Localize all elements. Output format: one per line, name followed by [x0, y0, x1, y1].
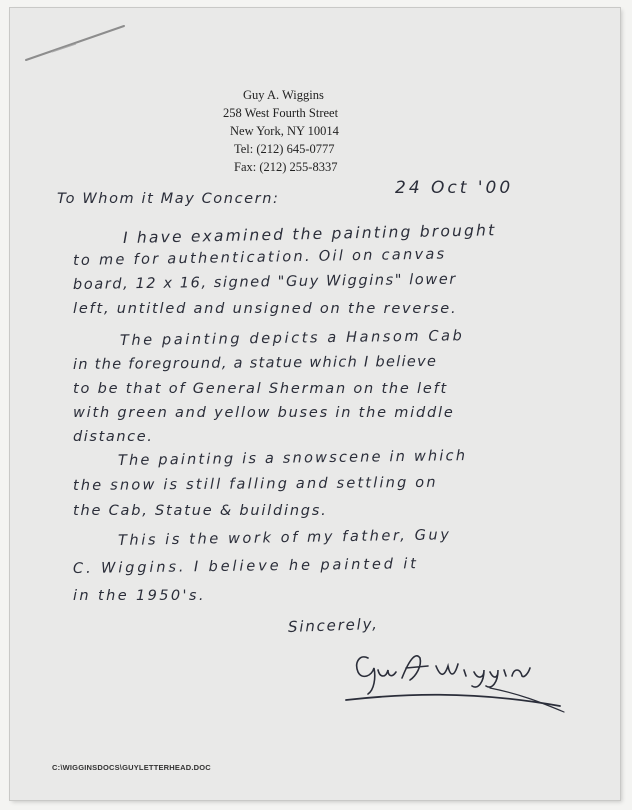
handwritten-signature	[340, 628, 570, 718]
body-line: distance.	[73, 429, 154, 445]
body-line: C. Wiggins. I believe he painted it	[72, 556, 419, 577]
body-line: to me for authentication. Oil on canvas	[72, 246, 447, 269]
closing: Sincerely,	[287, 614, 379, 636]
body-line: in the foreground, a statue which I believe	[72, 353, 438, 373]
letter-date: 24 Oct '00	[395, 178, 514, 198]
body-line: the snow is still falling and settling on	[72, 474, 438, 494]
letterhead-tel: Tel: (212) 645-0777	[234, 142, 335, 156]
body-line: with green and yellow buses in the middle	[73, 405, 455, 421]
pencil-mark	[24, 22, 134, 62]
body-line: I have examined the painting brought	[122, 221, 497, 247]
document-file-path: C:\WIGGINSDOCS\GUYLETTERHEAD.DOC	[52, 763, 211, 772]
body-line: the Cab, Statue & buildings.	[73, 503, 328, 519]
body-line: This is the work of my father, Guy	[117, 527, 452, 549]
letterhead-street: 258 West Fourth Street	[223, 106, 339, 120]
letterhead-fax: Fax: (212) 255-8337	[234, 160, 338, 174]
letterhead-city: New York, NY 10014	[230, 124, 339, 138]
salutation: To Whom it May Concern:	[57, 191, 280, 207]
body-line: The painting depicts a Hansom Cab	[119, 328, 465, 349]
body-line: to be that of General Sherman on the left	[73, 381, 448, 397]
letter-page	[10, 8, 620, 800]
letterhead	[210, 86, 410, 176]
body-line: in the 1950's.	[73, 588, 206, 604]
body-line: The painting is a snowscene in which	[117, 448, 468, 469]
body-line: left, untitled and unsigned on the reverse.	[73, 301, 458, 317]
letterhead-name: Guy A. Wiggins	[243, 88, 324, 102]
body-line: board, 12 x 16, signed "Guy Wiggins" lower	[72, 271, 458, 293]
